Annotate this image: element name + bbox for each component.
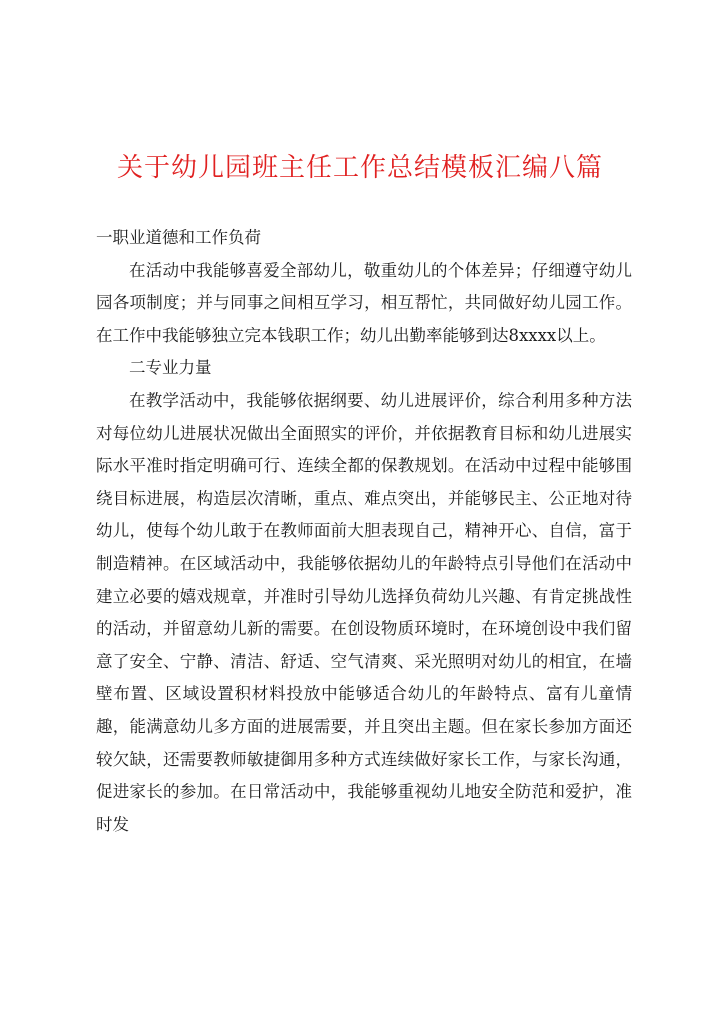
document-title: 关于幼儿园班主任工作总结模板汇编八篇 [116, 153, 603, 183]
document-body [96, 222, 632, 841]
section-heading-professional-ability: 二专业力量 [129, 358, 212, 378]
section-heading-ethics: 一职业道德和工作负荷 [96, 228, 261, 247]
section-paragraph-ethics: 在活动中我能够喜爱全部幼儿，敬重幼儿的个体差异；仔细遵守幼儿园各项制度；并与同事之间相互学习，相互帮忙，共同做好幼儿园工作。在工作中我能够独立完本钱职工作；幼儿出勤率能够到达8xxxx以上。 [96, 260, 632, 345]
section-paragraph-professional-ability: 在教学活动中，我能够依据纲要、幼儿进展评价，综合利用多种方法对每位幼儿进展状况做出全面照实的评价，并依据教育目标和幼儿进展实际水平准时指定明确可行、连续全都的保教规划。在活动中过程中能够围绕目标进展，构造层次清晰，重点、难点突出，并能够民主、公正地对待幼儿，使每个幼儿敢于在教师面前大胆表现自己，精神开心、自信，富于制造精神。在区域活动中，我能够依据幼儿的年龄特点引导他们在活动中建立必要的嬉戏规章，并准时引导幼儿选择负荷幼儿兴趣、有肯定挑战性的活动，并留意幼儿新的需要。在创设物质环境时，在环境创设中我们留意了安全、宁静、清洁、舒适、空气清爽、采光照明对幼儿的相宜，在墙壁布置、区域设置积材料投放中能够适合幼儿的年龄特点、富有儿童情趣，能满意幼儿多方面的进展需要，并且突出主题。但在家长参加方面还较欠缺，还需要教师敏捷御用多种方式连续做好家长工作，与家长沟通，促进家长的参加。在日常活动中，我能够重视幼儿地安全防范和爱护，准时发 [96, 390, 632, 834]
